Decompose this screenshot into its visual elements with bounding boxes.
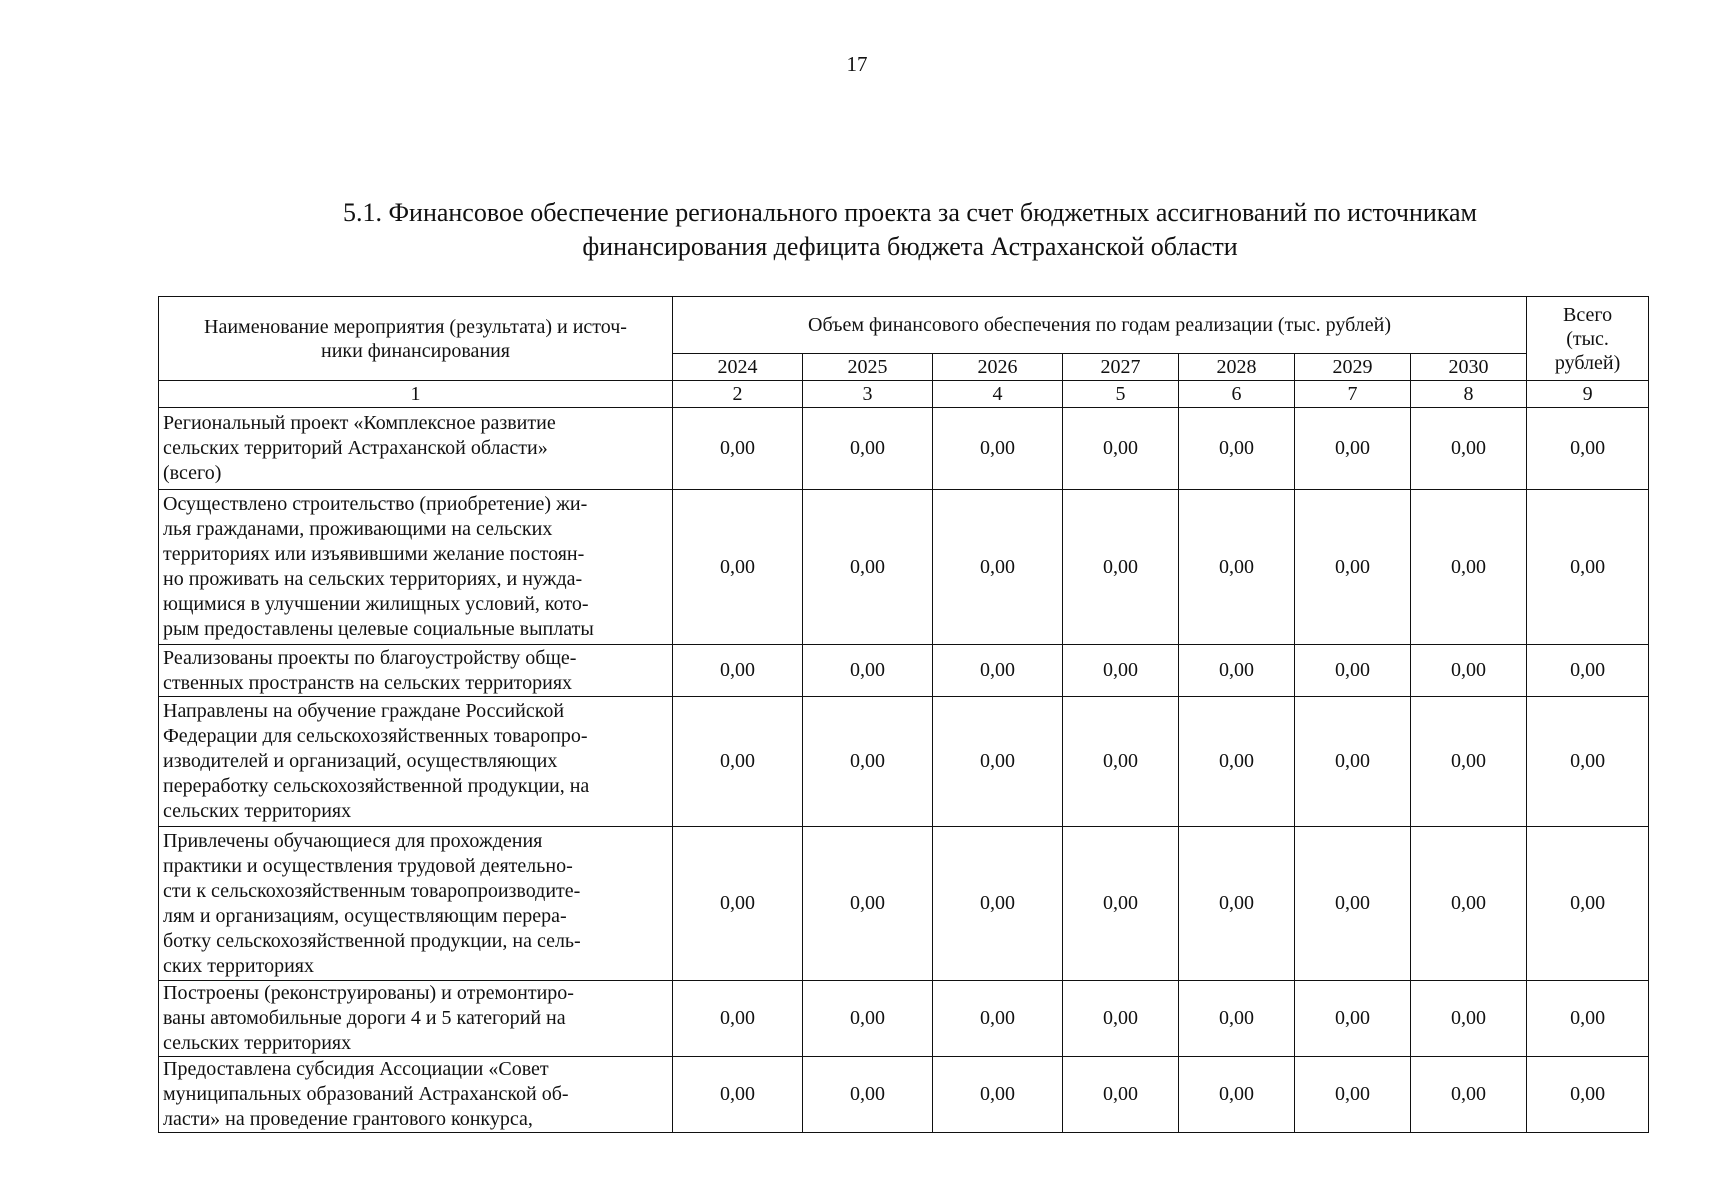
row-total-cell: 0,00 [1527,981,1649,1057]
row-name-line: лям и организациям, осуществляющим перера- [163,904,567,927]
row-value-cell: 0,00 [803,697,933,827]
row-value-cell: 0,00 [933,827,1063,981]
page-number: 17 [846,52,868,76]
header-volume: Объем финансового обеспечения по годам реализации (тыс. рублей) [673,297,1527,354]
row-name-line: сти к сельскохозяйственным товаропроизводите- [163,879,581,902]
row-name-line: Построены (реконструированы) и отремонтиро- [163,982,574,1004]
column-number: 3 [803,381,933,408]
row-name-line: Реализованы проекты по благоустройству обще- [163,646,577,669]
section-title-line: финансирования дефицита бюджета Астраханской области [582,232,1238,261]
header-name [159,297,673,381]
row-name-cell [159,827,673,981]
row-value-cell: 0,00 [1411,827,1527,981]
row-name-line: Федерации для сельскохозяйственных товаропро- [163,725,588,747]
row-name-cell [159,645,673,697]
row-value-cell: 0,00 [1295,645,1411,697]
row-value-cell: 0,00 [1295,981,1411,1057]
row-value-cell: 0,00 [933,645,1063,697]
row-value-cell: 0,00 [673,981,803,1057]
row-value-cell: 0,00 [673,697,803,827]
row-value-cell: 0,00 [1179,1057,1295,1133]
header-name-line: Наименование мероприятия (результата) и источ- [204,315,627,338]
table-row [159,408,1649,490]
table-row [159,981,1649,1057]
row-value-cell: 0,00 [803,827,933,981]
row-total-cell: 0,00 [1527,490,1649,645]
row-value-cell: 0,00 [803,1057,933,1133]
header-total-line: Всего [1563,303,1613,326]
table-row [159,827,1649,981]
row-value-cell: 0,00 [1411,981,1527,1057]
column-number-row [159,381,1649,408]
row-value-cell: 0,00 [1063,981,1179,1057]
financing-table [158,296,1649,1133]
row-total-cell: 0,00 [1527,697,1649,827]
row-value-cell: 0,00 [803,645,933,697]
row-total-cell: 0,00 [1527,827,1649,981]
header-year: 2029 [1295,354,1411,381]
header-year: 2025 [803,354,933,381]
row-value-cell: 0,00 [1295,490,1411,645]
row-value-cell: 0,00 [673,1057,803,1133]
column-number: 1 [159,381,673,408]
row-value-cell: 0,00 [673,490,803,645]
header-year: 2027 [1063,354,1179,381]
row-value-cell: 0,00 [1295,697,1411,827]
row-name-cell [159,408,673,490]
row-value-cell: 0,00 [1063,490,1179,645]
row-value-cell: 0,00 [673,645,803,697]
column-number: 9 [1527,381,1649,408]
row-value-cell: 0,00 [673,408,803,490]
header-row [159,297,1649,354]
row-name-line: ющимися в улучшении жилищных условий, кото- [163,593,589,615]
header-year: 2024 [673,354,803,381]
column-number: 2 [673,381,803,408]
row-name-line: Осуществлено строительство (приобретение) жи- [163,493,588,515]
row-value-cell: 0,00 [1179,827,1295,981]
header-total-line: (тыс. [1566,327,1609,350]
row-value-cell: 0,00 [1063,697,1179,827]
row-name-cell [159,1057,673,1133]
column-number: 8 [1411,381,1527,408]
column-number: 5 [1063,381,1179,408]
row-name-line: сельских территорий Астраханской области» [163,437,548,459]
row-value-cell: 0,00 [933,697,1063,827]
row-name-line: сельских территориях [163,1032,352,1054]
row-value-cell: 0,00 [1295,827,1411,981]
row-value-cell: 0,00 [1411,408,1527,490]
row-name-line: Направлены на обучение граждане Российской [163,700,565,722]
header-total [1527,297,1649,381]
row-name-line: рым предоставлены целевые социальные выплаты [163,618,594,640]
row-value-cell: 0,00 [1179,645,1295,697]
row-name-line: ласти» на проведение грантового конкурса, [163,1108,533,1130]
column-number: 7 [1295,381,1411,408]
column-number: 6 [1179,381,1295,408]
row-value-cell: 0,00 [673,827,803,981]
row-value-cell: 0,00 [1295,1057,1411,1133]
table-row [159,490,1649,645]
row-value-cell: 0,00 [1179,697,1295,827]
row-value-cell: 0,00 [1411,697,1527,827]
header-year: 2028 [1179,354,1295,381]
row-name-line: муниципальных образований Астраханской об- [163,1083,569,1105]
row-value-cell: 0,00 [803,408,933,490]
row-name-line: практики и осуществления трудовой деятельно- [163,854,573,877]
row-value-cell: 0,00 [1411,490,1527,645]
row-value-cell: 0,00 [803,490,933,645]
row-value-cell: 0,00 [933,981,1063,1057]
header-total-line: рублей) [1554,351,1621,374]
section-title-line: 5.1. Финансовое обеспечение регионального проекта за счет бюджетных ассигнований по источникам [342,198,1478,227]
row-value-cell: 0,00 [1179,490,1295,645]
row-name-line: ственных пространств на сельских территориях [163,671,573,694]
row-name-line: изводителей и организаций, осуществляющих [163,750,558,772]
row-value-cell: 0,00 [933,1057,1063,1133]
row-value-cell: 0,00 [933,408,1063,490]
row-name-line: Предоставлена субсидия Ассоциации «Совет [163,1058,549,1080]
row-total-cell: 0,00 [1527,408,1649,490]
row-total-cell: 0,00 [1527,645,1649,697]
row-name-line: ботку сельскохозяйственной продукции, на сель- [163,929,581,952]
table-row [159,645,1649,697]
row-value-cell: 0,00 [933,490,1063,645]
column-number: 4 [933,381,1063,408]
row-value-cell: 0,00 [803,981,933,1057]
row-name-line: (всего) [163,462,222,484]
financing-table-container [158,296,1648,1133]
row-value-cell: 0,00 [1063,1057,1179,1133]
row-name-line: сельских территориях [163,800,352,822]
row-value-cell: 0,00 [1063,645,1179,697]
table-row [159,697,1649,827]
row-name-line: переработку сельскохозяйственной продукции, на [163,775,590,797]
row-value-cell: 0,00 [1179,408,1295,490]
row-value-cell: 0,00 [1295,408,1411,490]
row-value-cell: 0,00 [1063,408,1179,490]
row-name-line: Привлечены обучающиеся для прохождения [163,829,543,852]
row-total-cell: 0,00 [1527,1057,1649,1133]
row-name-line: ваны автомобильные дороги 4 и 5 категорий на [163,1007,566,1029]
row-name-cell [159,981,673,1057]
row-value-cell: 0,00 [1179,981,1295,1057]
row-name-line: территориях или изъявившими желание постоян- [163,543,585,565]
row-name-line: ских территориях [163,954,314,977]
header-name-line: ники финансирования [320,339,510,362]
row-value-cell: 0,00 [1411,645,1527,697]
row-name-line: лья гражданами, проживающими на сельских [163,518,553,540]
header-year: 2030 [1411,354,1527,381]
table-row [159,1057,1649,1133]
row-name-line: но проживать на сельских территориях, и нужда- [163,568,583,590]
row-name-cell [159,697,673,827]
row-value-cell: 0,00 [1411,1057,1527,1133]
row-name-line: Региональный проект «Комплексное развитие [163,412,556,434]
row-name-cell [159,490,673,645]
row-value-cell: 0,00 [1063,827,1179,981]
section-title [160,196,1660,264]
header-year: 2026 [933,354,1063,381]
